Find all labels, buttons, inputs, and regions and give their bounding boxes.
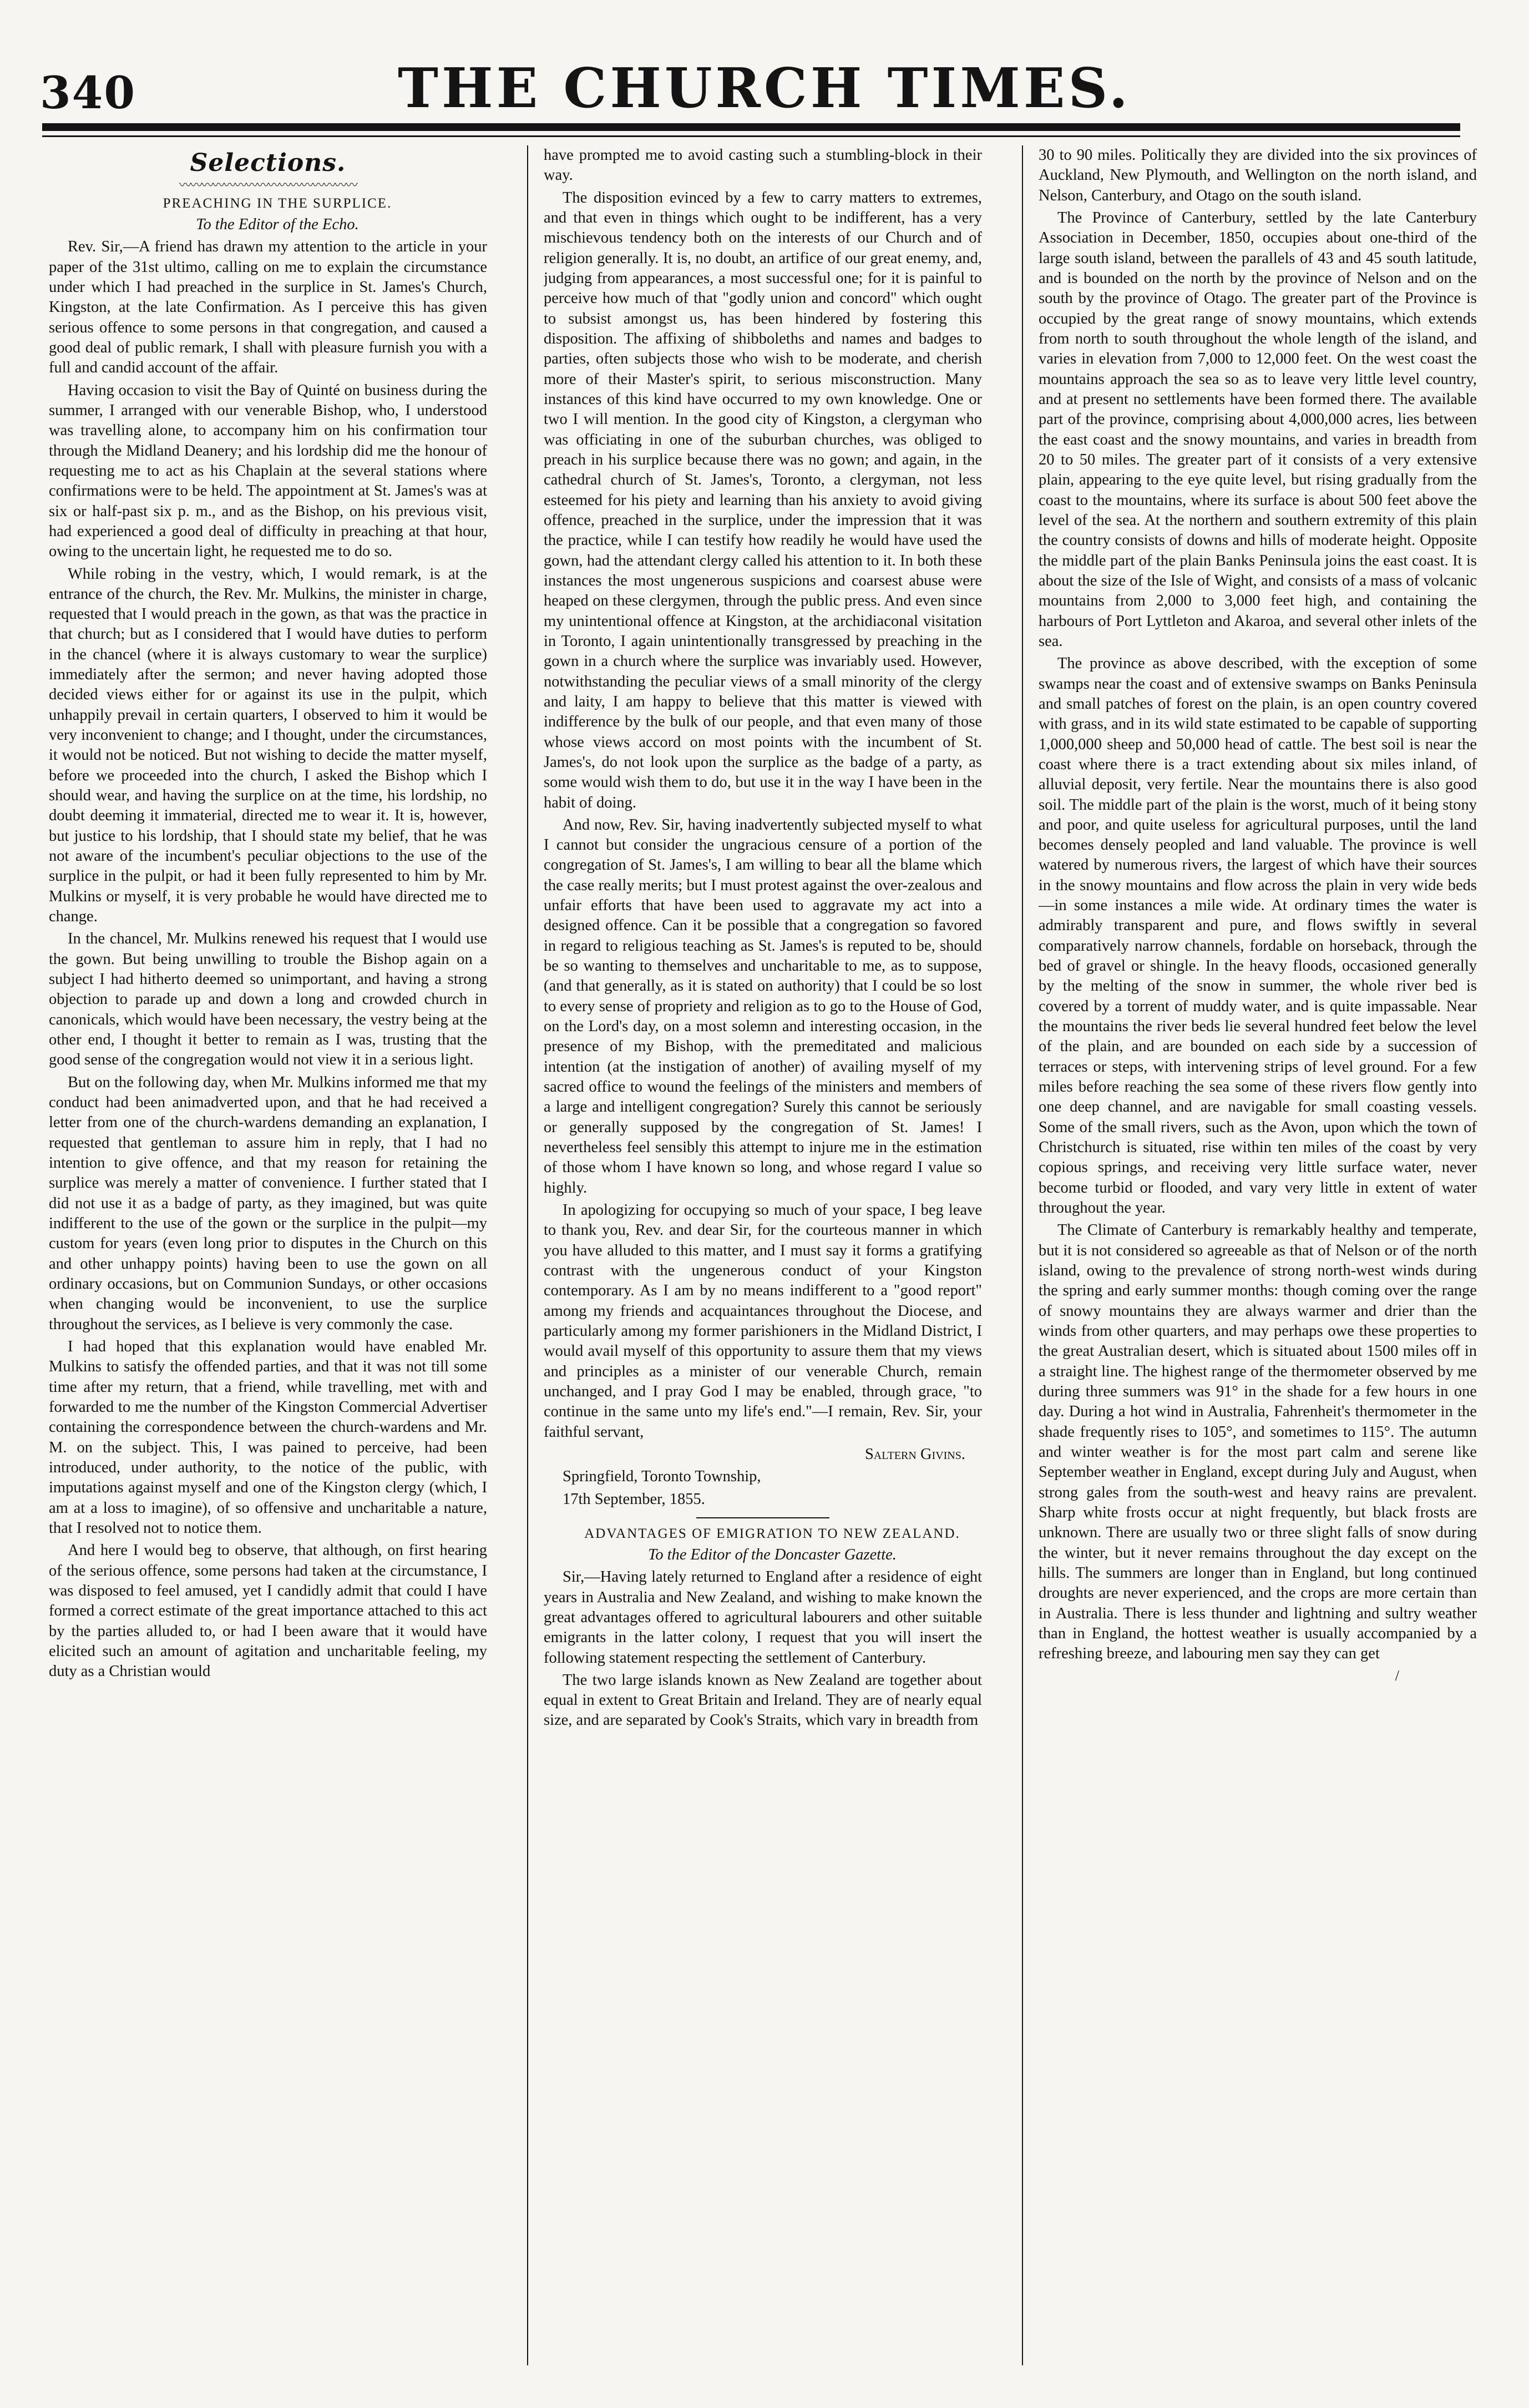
column-2 — [544, 145, 982, 2371]
article-paragraph: The province as above described, with the exception of some swamps near the coast and of extensive swamps on Banks Peninsula and small patches of forest on the plain, is an open country covered with grass, and in its wild state estimated to be capable of supporting 1,000,000 sheep and 50,000 head of cattle. The best soil is near the coast where there is a tract extending about six miles inland, of alluvial deposit, very fertile. Near the mountains there is also good soil. The middle part of the plain is the worst, much of it being stony and poor, and quite useless for agricultural purposes, until the land becomes densely peopled and land valuable. The province is well watered by numerous rivers, the largest of which have their sources in the snowy mountains and flow across the plain in very wide beds—in some instances a mile wide. At ordinary times the water is admirably transparent and pure, and flows swiftly in several comparatively narrow channels, fordable on horseback, through the bed of gravel or shingle. In the heavy floods, occasioned generally by the melting of the snow in summer, the whole river bed is covered by a torrent of muddy water, and is quite impassable. Near the mountains the river beds lie several hundred feet below the level of the plain, and are bounded on each side by a succession of terraces or steps, with intervening strips of level ground. For a few miles before reaching the sea some of these rivers flow gently into one deep channel, and are navigable for small coasting vessels. Some of the small rivers, such as the Avon, upon which the town of Christchurch is situated, rise within ten miles of the coast by very copious springs, and receiving very little surface water, never become turbid or flooded, and vary very little in extent of water throughout the year. — [1039, 655, 1477, 1217]
page-footer-mark: / — [1395, 1667, 1399, 1684]
article-paragraph: In the chancel, Mr. Mulkins renewed his request that I would use the gown. But being unwilling to trouble the Bishop again on a subject I had hitherto deemed so unimportant, and having a strong objection to parade up and down a long and crowded church in canonicals, which would have been necessary, the vestry being at the other end, I thought it better to remain as I was, trusting that the good sense of the congregation would not view it in a serious light. — [49, 930, 487, 1069]
article-paragraph: Sir,—Having lately returned to England after a residence of eight years in Australia and New Zealand, and wishing to make known the great advantages offered to agricultural labourers and other suitable emigrants in the latter colony, I request that you will insert the following statement respecting the settlement of Canterbury. — [544, 1568, 982, 1667]
letter-signature: Saltern Givins. — [864, 1446, 965, 1463]
article-paragraph: The Province of Canterbury, settled by the late Canterbury Association in December, 1850, occupies about one-third of the large south island, between the parallels of 43 and 45 south latitude, and is bounded on the north by the province of Nelson and on the south by the province of Otago. The greater part of the Province is occupied by the great range of snowy mountains, which extends from north to south throughout the whole length of the island, and varies in elevation from 7,000 to 12,000 feet. On the west coast the mountains approach the sea so as to leave very little level country, and at present no settlements have been formed there. The available part of the province, comprising about 4,000,000 acres, lies between the east coast and the snowy mountains, and varies in breadth from 20 to 50 miles. The greater part of it consists of a very extensive plain, appearing to the eye quite level, but rising gradually from the coast to the mountains, where its surface is about 500 feet above the level of the sea. At the northern and southern extremity of this plain the country consists of downs and hills of moderate height. Opposite the middle part of the plain Banks Peninsula joins the east coast. It is about the size of the Isle of Wight, and consists of a mass of volcanic mountains from 2,000 to 3,000 feet high, and containing the harbours of Port Lyttleton and Akaroa, and several other inlets of the sea. — [1039, 209, 1477, 650]
column-3 — [1039, 145, 1477, 2371]
masthead-rule-thin — [42, 135, 1460, 137]
masthead-rule-thick — [42, 123, 1460, 131]
article-subtitle: To the Editor of the Doncaster Gazette. — [648, 1546, 897, 1563]
letter-dateline-place: Springfield, Toronto Township, — [563, 1468, 761, 1486]
column-1 — [49, 145, 487, 2371]
article-paragraph: In apologizing for occupying so much of your space, I beg leave to thank you, Rev. and dear Sir, for the courteous manner in which you have alluded to this matter, and I must say it forms a gratifying contrast with the ungenerous conduct of your Kingston contemporary. As I am by no means indifferent to a "good report" among my friends and acquaintances throughout the Diocese, and particularly among my former parishioners in the Midland District, I would avail myself of this opportunity to assure them that my views and principles as a minister of our venerable Church, remain unchanged, and I pray God I may be enabled, through grace, "to continue in the same unto my life's end."—I remain, Rev. Sir, your faithful servant, — [544, 1202, 982, 1441]
article-title: ADVANTAGES OF EMIGRATION TO NEW ZEALAND. — [584, 1526, 960, 1541]
section-heading: Selections. — [190, 149, 346, 177]
article-paragraph: 30 to 90 miles. Politically they are divided into the six provinces of Auckland, New Plymouth, and Wellington on the north island, and Nelson, Canterbury, and Otago on the south island. — [1039, 147, 1477, 204]
letter-dateline-date: 17th September, 1855. — [563, 1490, 705, 1508]
article-title: PREACHING IN THE SURPLICE. — [163, 196, 392, 211]
column-divider — [1022, 145, 1023, 2365]
masthead — [0, 0, 1529, 144]
article-paragraph: I had hoped that this explanation would have enabled Mr. Mulkins to satisfy the offended parties, and that it was not till some time after my return, that a friend, while travelling, met with and forwarded to me the number of the Kingston Commercial Advertiser containing the correspondence between the church-wardens and Mr. M. on the subject. This, I was pained to perceive, had been introduced, under authority, to the notice of the public, with imputations against myself and one of the Kingston clergy (which, I am at a loss to imagine), of so offensive and uncharitable a nature, that I resolved not to notice them. — [49, 1337, 487, 1537]
article-paragraph: And here I would beg to observe, that although, on first hearing of the serious offence, some persons had taken at the circumstance, I was disposed to feel amused, yet I candidly admit that could I have formed a correct estimate of the great importance attached to this act by the parties alluded to, or had I been aware that it would have elicited such an amount of agitation and uncharitable feeling, my duty as a Christian would — [49, 1542, 487, 1680]
article-paragraph: And now, Rev. Sir, having inadvertently subjected myself to what I cannot but consider the ungracious censure of a portion of the congregation of St. James's, I am willing to bear all the blame which the case really merits; but I must protest against the over-zealous and unfair efforts that have been used to aggravate my act into a designed offence. Can it be possible that a congregation so favored in regard to religious teaching as St. James's is reputed to be, should be so wanting to themselves and uncharitable to me, as to suppose, (and that generally, as it is stated on authority) that I could be so lost to every sense of propriety and religion as to go to the House of God, on the Lord's day, on a most solemn and interesting occasion, in the presence of my Bishop, with the premeditated and malicious intention (at the instigation of another) of availing myself of my sacred office to wound the feelings of the ministers and members of a large and intelligent congregation? Surely this cannot be seriously or generally supposed by the congregation of St. James! I nevertheless feel sensibly this attempt to injure me in the estimation of those whom I have known so long, and whose regard I value so highly. — [544, 816, 982, 1197]
article-paragraph: have prompted me to avoid casting such a stumbling-block in their way. — [544, 147, 982, 184]
article-paragraph: Having occasion to visit the Bay of Quinté on business during the summer, I arranged with our venerable Bishop, who, I understood was travelling alone, to accompany him on his confirmation tour through the Midland Deanery; and his lordship did me the honour of requesting me to act as his Chaplain at the several stations where confirmations were to be held. The appointment at St. James's was at six or half-past six p. m., and as the Bishop, on his previous visit, had experienced a good deal of difficulty in preaching at that hour, owing to the uncertain light, he requested me to do so. — [49, 381, 487, 561]
article-paragraph: The disposition evinced by a few to carry matters to extremes, and that even in things which ought to be indifferent, has a very mischievous tendency both on the interests of our Church and of religion generally. It is, no doubt, an artifice of our great enemy, and, judging from appearances, a most successful one; for it is painful to perceive how much of that "godly union and concord" which ought to subsist amongst us, has been hindered by fostering this disposition. The affixing of shibboleths and names and badges to parties, often subjects those who wish to be moderate, and cherish more of their Master's spirit, to serious misconstruction. Many instances of this kind have occurred to my own knowledge. One or two I will mention. In the good city of Kingston, a clergyman who was officiating in one of the suburban churches, was obliged to preach in his surplice because there was no gown; and again, in the cathedral church of St. James's, Toronto, a clergyman, not less esteemed for his piety and learning than his anxiety to avoid giving offence, preached in the surplice, under the impression that it was the practice, while I can testify how readily he would have used the gown, had the attendant clergy called his attention to it. In both these instances the most ungenerous suspicions and coarsest abuse were heaped on these clergymen, through the public press. And even since my unintentional offence at Kingston, at the archidiaconal visitation in Toronto, I again unintentionally transgressed by preaching in the gown in a church where the surplice was invariably used. However, notwithstanding the peculiar views of a small minority of the clergy and laity, I am happy to believe that this matter is viewed with indifference by the bulk of our people, and that even many of those whose views accord on most points with the incumbent of St. James's, do not look upon the surplice as the badge of a party, as some would wish them to do, but use it in the way I have been in the habit of doing. — [544, 189, 982, 811]
newspaper-title: THE CHURCH TIMES. — [398, 57, 1131, 120]
article-paragraph: The Climate of Canterbury is remarkably healthy and temperate, but it is not considered so agreeable as that of Nelson or of the north island, owing to the prevalence of strong north-west winds during the spring and early summer months: though coming over the range of snowy mountains they are always warmer and drier than the winds from other quarters, and may perhaps owe these properties to the great Australian desert, which is situated about 1500 miles off in a straight line. The highest range of the thermometer observed by me during three summers was 91° in the shade for a few hours in one day. During a hot wind in Australia, Fahrenheit's thermometer in the shade frequently rises to 105°, and sometimes to 115°. The autumn and winter weather is for the most part calm and serene like September weather in England, except during July and August, when strong gales from the south-west and heavy rains are prevalent. Sharp white frosts occur at night frequently, but black frosts are unknown. There are usually two or three slight falls of snow during the winter, but it never remains throughout the day except on the hills. The summers are longer than in England, but long continued droughts are never experienced, and the crops are more certain than in Australia. There is less thunder and lightning and sultry weather than in England, the hottest weather is usually accompanied by a refreshing breeze, and labouring men say they can get — [1039, 1221, 1477, 1663]
article-subtitle: To the Editor of the Echo. — [196, 215, 359, 233]
column-divider — [527, 145, 528, 2365]
ornamental-rule: 〰〰〰〰〰〰〰〰〰〰〰〰〰〰〰〰 — [179, 179, 357, 193]
article-paragraph: But on the following day, when Mr. Mulkins informed me that my conduct had been animadverted upon, and that he had received a letter from one of the church-wardens demanding an explanation, I requested that gentleman to assure him in reply, that I had no intention to give offence, and that my reason for retaining the surplice was merely a matter of convenience. I further stated that I did not use it as a badge of party, as they imagined, but was quite indifferent to the use of the gown or the surplice in the pulpit—my custom for years (even long prior to disputes in the Church on this and other unhappy points) having been to use the gown on all ordinary occasions, but on Communion Sundays, or other occasions when changing would be inconvenient, to use the surplice throughout the services, as I believe is very commonly the case. — [49, 1073, 487, 1333]
article-separator — [696, 1517, 829, 1518]
article-paragraph: While robing in the vestry, which, I would remark, is at the entrance of the church, the Rev. Mr. Mulkins, the minister in charge, requested that I would preach in the gown, as that was the practice in that church; but as I considered that I would have duties to perform in the chancel (where it is always customary to wear the surplice) immediately after the sermon; and never having adopted those decided views either for or against its use in the pulpit, which unhappily prevail in certain quarters, I observed to him it would be very inconvenient to change; and I thought, under the circumstances, it would not be noticed. But not wishing to decide the matter myself, before we proceeded into the church, I asked the Bishop which I should wear, and having the surplice on at the time, his lordship, no doubt deeming it immaterial, directed me to wear it. It is, however, but justice to his lordship, that I should state my belief, that he was not aware of the incumbent's peculiar objections to the use of the surplice in the pulpit, or had it been fully represented to him by Mr. Mulkins or myself, it is very probable he would have directed me to change. — [49, 565, 487, 926]
page-number: 340 — [40, 67, 136, 119]
article-paragraph: Rev. Sir,—A friend has drawn my attention to the article in your paper of the 31st ultimo, calling on me to explain the circumstance under which I had preached in the surplice in St. James's Church, Kingston, at the late Confirmation. As I perceive this has given serious offence to some persons in that congregation, and caused a good deal of public remark, I shall with pleasure furnish you with a full and candid account of the affair. — [49, 238, 487, 377]
article-paragraph: The two large islands known as New Zealand are together about equal in extent to Great Britain and Ireland. They are of nearly equal size, and are separated by Cook's Straits, which vary in breadth from — [544, 1671, 982, 1729]
